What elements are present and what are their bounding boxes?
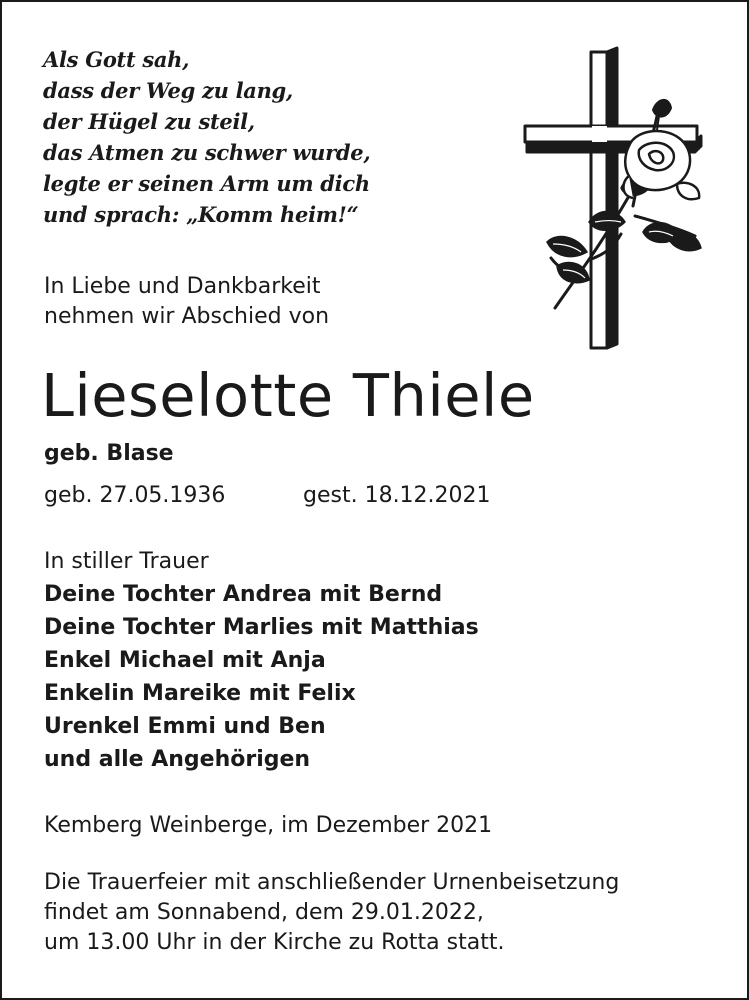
death-date: gest. 18.12.2021: [303, 483, 491, 508]
poem-line: Als Gott sah,: [43, 47, 190, 72]
maiden-name: geb. Blase: [44, 441, 174, 466]
mourner-entry: und alle Angehörigen: [44, 747, 311, 772]
intro-line: In Liebe und Dankbarkeit: [44, 274, 321, 299]
poem-line: das Atmen zu schwer wurde,: [43, 140, 371, 165]
poem-line: legte er seinen Arm um dich: [43, 171, 370, 196]
funeral-line: Die Trauerfeier mit anschließender Urnenbeisetzung: [44, 870, 620, 895]
mourner-entry: Enkel Michael mit Anja: [44, 648, 326, 673]
funeral-line: findet am Sonnabend, dem 29.01.2022,: [44, 900, 484, 925]
funeral-line: um 13.00 Uhr in der Kirche zu Rotta statt.: [44, 930, 505, 955]
birth-date: geb. 27.05.1936: [44, 483, 226, 508]
poem-line: der Hügel zu steil,: [43, 109, 255, 134]
life-dates: [44, 480, 491, 512]
deceased-name: Lieselotte Thiele: [41, 361, 535, 430]
mourner-entry: Enkelin Mareike mit Felix: [44, 681, 356, 706]
mourner-entry: Deine Tochter Marlies mit Matthias: [44, 615, 479, 640]
place-and-date: Kemberg Weinberge, im Dezember 2021: [44, 813, 493, 838]
poem-line: dass der Weg zu lang,: [43, 78, 293, 103]
poem-line: und sprach: „Komm heim!“: [43, 202, 359, 227]
mourner-entry: Deine Tochter Andrea mit Bernd: [44, 582, 443, 607]
funeral-info: [44, 868, 619, 958]
intro-text: [44, 272, 329, 332]
mourners-heading: In stiller Trauer: [44, 549, 209, 574]
mourners-list: [44, 545, 479, 776]
poem: [43, 44, 370, 230]
mourner-entry: Urenkel Emmi und Ben: [44, 714, 326, 739]
cross-with-rose-icon: [517, 46, 717, 351]
intro-line: nehmen wir Abschied von: [44, 304, 330, 329]
